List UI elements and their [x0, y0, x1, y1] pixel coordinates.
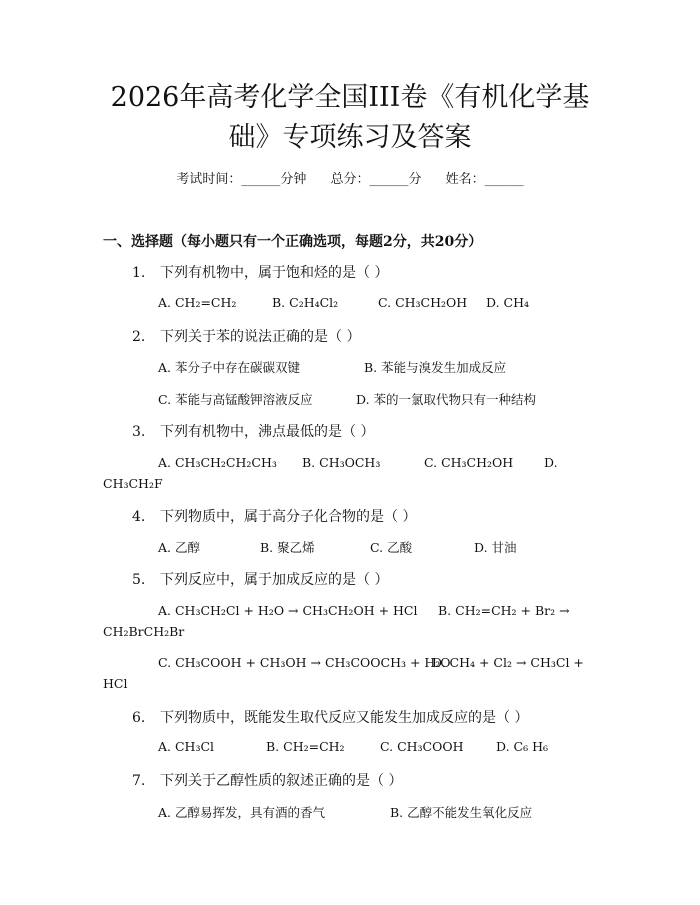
question-number: 3. — [132, 424, 146, 440]
option-c: C. CH₃COOH + CH₃OH → CH₃COOCH₃ + H₂O — [158, 655, 451, 670]
question-number: 5. — [132, 572, 146, 588]
question-text: 下列关于苯的说法正确的是（ ） — [160, 329, 361, 345]
option-d-continued: HCl — [103, 676, 128, 691]
section-heading: 一、选择题（每小题只有一个正确选项，每题2分，共20分） — [103, 234, 483, 250]
question-3 — [132, 421, 374, 441]
option-b-continued: CH₂BrCH₂Br — [103, 624, 185, 639]
option-c: C. CH₃CH₂OH — [424, 455, 514, 470]
title-line-1: 2026年高考化学全国III卷《有机化学基 — [110, 82, 590, 113]
option-a: A. CH₃CH₂CH₂CH₃ — [158, 455, 277, 470]
option-a: A. 乙醇易挥发，具有酒的香气 — [158, 805, 325, 820]
option-c: C. 苯能与高锰酸钾溶液反应 — [158, 392, 313, 407]
option-a: A. 苯分子中存在碳碳双键 — [158, 360, 300, 375]
question-2 — [132, 326, 360, 346]
question-7 — [132, 770, 402, 790]
question-text: 下列有机物中，沸点最低的是（ ） — [160, 424, 375, 440]
option-d: D. CH₄ + Cl₂ → CH₃Cl + — [432, 655, 584, 670]
question-number: 7. — [132, 773, 146, 789]
question-text: 下列关于乙醇性质的叙述正确的是（ ） — [160, 773, 403, 789]
option-d: D. CH₄ — [486, 295, 529, 310]
option-d: D. 苯的一氯取代物只有一种结构 — [356, 392, 537, 407]
question-text: 下列反应中，属于加成反应的是（ ） — [160, 572, 389, 588]
page-title — [60, 78, 640, 158]
option-a: A. CH₂=CH₂ — [158, 295, 237, 310]
option-a: A. 乙醇 — [158, 540, 200, 555]
option-d: D. — [544, 455, 558, 470]
total-score: 总分：______分 — [330, 172, 422, 187]
exam-info — [0, 168, 700, 187]
question-text: 下列物质中，既能发生取代反应又能发生加成反应的是（ ） — [160, 710, 529, 726]
option-d: D. C₆ H₆ — [496, 739, 548, 754]
option-b: B. CH₂=CH₂ + Br₂ → — [438, 603, 570, 618]
option-b: B. 乙醇不能发生氧化反应 — [390, 805, 533, 820]
exam-time: 考试时间：______分钟 — [176, 172, 307, 187]
title-line-2: 础》专项练习及答案 — [228, 122, 472, 153]
option-b: B. CH₃OCH₃ — [302, 455, 381, 470]
question-number: 6. — [132, 710, 146, 726]
option-a: A. CH₃Cl — [158, 739, 215, 754]
option-c: C. CH₃CH₂OH — [378, 295, 468, 310]
question-number: 1. — [132, 265, 146, 281]
option-b: B. 聚乙烯 — [260, 540, 315, 555]
question-number: 2. — [132, 329, 146, 345]
option-d-continued: CH₃CH₂F — [103, 476, 163, 491]
option-a: A. CH₃CH₂Cl + H₂O → CH₃CH₂OH + HCl — [158, 603, 418, 618]
student-name: 姓名：______ — [445, 172, 524, 187]
option-b: B. 苯能与溴发生加成反应 — [364, 360, 507, 375]
option-c: C. CH₃COOH — [380, 739, 464, 754]
option-b: B. CH₂=CH₂ — [266, 739, 345, 754]
question-text: 下列物质中，属于高分子化合物的是（ ） — [160, 509, 417, 525]
question-4 — [132, 506, 416, 526]
question-number: 4. — [132, 509, 146, 525]
option-b: B. C₂H₄Cl₂ — [272, 295, 339, 310]
option-d: D. 甘油 — [474, 540, 517, 555]
option-c: C. 乙酸 — [370, 540, 413, 555]
question-text: 下列有机物中，属于饱和烃的是（ ） — [160, 265, 389, 281]
question-5 — [132, 569, 388, 589]
question-6 — [132, 707, 528, 727]
question-1 — [132, 262, 388, 282]
